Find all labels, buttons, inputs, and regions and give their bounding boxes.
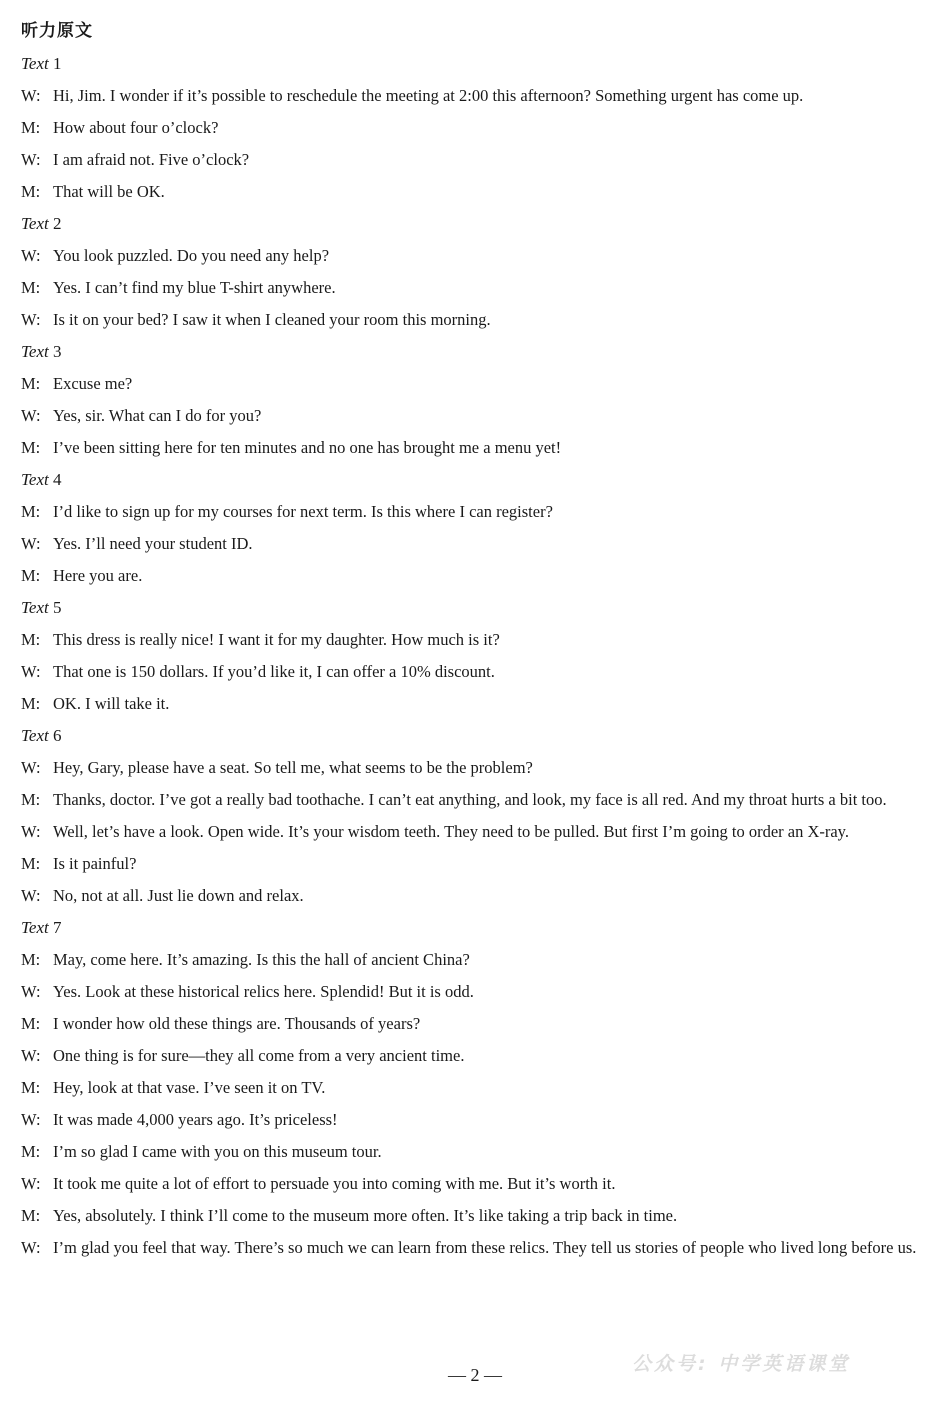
- dialogue-line: [21, 144, 931, 176]
- dialogue-line: [21, 1200, 931, 1232]
- speaker-label: M:: [21, 1206, 41, 1225]
- speaker-label: M:: [21, 630, 41, 649]
- dialogue-text: I’m so glad I came with you on this museum tour.: [53, 1142, 382, 1161]
- section-number: 5: [52, 598, 62, 617]
- dialogue-line: [21, 656, 931, 688]
- dialogue-text: Yes, sir. What can I do for you?: [53, 406, 262, 425]
- section-number: 4: [52, 470, 62, 489]
- dialogue-line: [21, 112, 931, 144]
- dialogue-line: [21, 624, 931, 656]
- speaker-label: M:: [21, 790, 41, 809]
- dialogue-text: Yes. Look at these historical relics here. Splendid! But it is odd.: [53, 982, 474, 1001]
- section-label: Text: [21, 918, 49, 937]
- speaker-label: M:: [21, 854, 41, 873]
- section-number: 6: [52, 726, 62, 745]
- section-label: Text: [21, 54, 49, 73]
- section-title: [21, 336, 931, 368]
- dialogue-text: How about four o’clock?: [53, 118, 219, 137]
- dialogue-line: [21, 176, 931, 208]
- dialogue-text: No, not at all. Just lie down and relax.: [53, 886, 304, 905]
- dialogue-text: Hi, Jim. I wonder if it’s possible to reschedule the meeting at 2:00 this afternoon? Something urgent has come up.: [53, 86, 804, 105]
- dialogue-line: [21, 848, 931, 880]
- section-title: [21, 912, 931, 944]
- dialogue-line: [21, 688, 931, 720]
- speaker-label: W:: [21, 310, 41, 329]
- dialogue-text: Excuse me?: [53, 374, 133, 393]
- dialogue-line: [21, 944, 931, 976]
- section-title: [21, 464, 931, 496]
- dialogue-text: It was made 4,000 years ago. It’s priceless!: [53, 1110, 338, 1129]
- dialogue-text: You look puzzled. Do you need any help?: [53, 246, 330, 265]
- speaker-label: W:: [21, 1174, 41, 1193]
- dialogue-text: Yes, absolutely. I think I’ll come to the museum more often. It’s like taking a trip back in time.: [53, 1206, 678, 1225]
- dialogue-text: OK. I will take it.: [53, 694, 170, 713]
- speaker-label: W:: [21, 150, 41, 169]
- dialogue-line: [21, 368, 931, 400]
- dialogue-text: That one is 150 dollars. If you’d like it, I can offer a 10% discount.: [53, 662, 495, 681]
- speaker-label: W:: [21, 86, 41, 105]
- dialogue-line: [21, 560, 931, 592]
- section-label: Text: [21, 214, 49, 233]
- speaker-label: M:: [21, 1014, 41, 1033]
- section-title: [21, 48, 931, 80]
- dialogue-text: That will be OK.: [53, 182, 165, 201]
- dialogue-line: [21, 1232, 931, 1264]
- speaker-label: W:: [21, 662, 41, 681]
- dialogue-text: Well, let’s have a look. Open wide. It’s your wisdom teeth. They need to be pulled. But first I’m going to order an X-ray.: [53, 822, 849, 841]
- dialogue-line: [21, 784, 931, 816]
- dialogue-line: [21, 1072, 931, 1104]
- dialogue-text: Hey, look at that vase. I’ve seen it on TV.: [53, 1078, 326, 1097]
- dialogue-text: Yes. I can’t find my blue T-shirt anywhere.: [53, 278, 336, 297]
- dialogue-text: Is it on your bed? I saw it when I cleaned your room this morning.: [53, 310, 491, 329]
- section-title: [21, 720, 931, 752]
- dialogue-line: [21, 880, 931, 912]
- speaker-label: M:: [21, 182, 41, 201]
- speaker-label: W:: [21, 406, 41, 425]
- section-number: 1: [52, 54, 62, 73]
- speaker-label: W:: [21, 534, 41, 553]
- dialogue-text: I’m glad you feel that way. There’s so much we can learn from these relics. They tell us stories of people who lived long before us.: [53, 1238, 917, 1257]
- dialogue-line: [21, 1168, 931, 1200]
- speaker-label: W:: [21, 1110, 41, 1129]
- speaker-label: W:: [21, 758, 41, 777]
- dialogue-line: [21, 1008, 931, 1040]
- speaker-label: M:: [21, 1078, 41, 1097]
- dialogue-text: Thanks, doctor. I’ve got a really bad toothache. I can’t eat anything, and look, my face is all red. And my throat hurts a bit too.: [53, 790, 887, 809]
- dialogue-line: [21, 976, 931, 1008]
- dialogue-line: [21, 272, 931, 304]
- speaker-label: M:: [21, 374, 41, 393]
- watermark-text: 公众号: 中学英语课堂: [632, 1353, 851, 1375]
- section-number: 7: [52, 918, 62, 937]
- page-heading: 听力原文: [21, 21, 93, 41]
- dialogue-text: I’d like to sign up for my courses for next term. Is this where I can register?: [53, 502, 553, 521]
- speaker-label: M:: [21, 118, 41, 137]
- section-label: Text: [21, 342, 49, 361]
- dialogue-line: [21, 80, 931, 112]
- speaker-label: W:: [21, 886, 41, 905]
- speaker-label: M:: [21, 502, 41, 521]
- speaker-label: W:: [21, 246, 41, 265]
- dialogue-text: May, come here. It’s amazing. Is this the hall of ancient China?: [53, 950, 470, 969]
- dialogue-text: I am afraid not. Five o’clock?: [53, 150, 250, 169]
- dialogue-line: [21, 1040, 931, 1072]
- dialogue-line: [21, 752, 931, 784]
- dialogue-line: [21, 528, 931, 560]
- section-title: [21, 592, 931, 624]
- dialogue-text: This dress is really nice! I want it for my daughter. How much is it?: [53, 630, 500, 649]
- dialogue-line: [21, 400, 931, 432]
- dialogue-line: [21, 816, 931, 848]
- section-label: Text: [21, 470, 49, 489]
- transcript-body: [21, 48, 931, 1264]
- dialogue-text: Yes. I’ll need your student ID.: [53, 534, 253, 553]
- dialogue-text: I’ve been sitting here for ten minutes and no one has brought me a menu yet!: [53, 438, 562, 457]
- section-label: Text: [21, 598, 49, 617]
- dialogue-line: [21, 304, 931, 336]
- speaker-label: M:: [21, 694, 41, 713]
- dialogue-text: One thing is for sure—they all come from a very ancient time.: [53, 1046, 465, 1065]
- speaker-label: M:: [21, 278, 41, 297]
- dialogue-line: [21, 1136, 931, 1168]
- speaker-label: W:: [21, 822, 41, 841]
- speaker-label: W:: [21, 982, 41, 1001]
- dialogue-text: I wonder how old these things are. Thousands of years?: [53, 1014, 421, 1033]
- speaker-label: W:: [21, 1046, 41, 1065]
- dialogue-line: [21, 432, 931, 464]
- speaker-label: W:: [21, 1238, 41, 1257]
- section-number: 2: [52, 214, 62, 233]
- dialogue-text: Here you are.: [53, 566, 143, 585]
- speaker-label: M:: [21, 950, 41, 969]
- dialogue-line: [21, 1104, 931, 1136]
- dialogue-text: Hey, Gary, please have a seat. So tell me, what seems to be the problem?: [53, 758, 533, 777]
- dialogue-line: [21, 240, 931, 272]
- speaker-label: M:: [21, 438, 41, 457]
- dialogue-text: It took me quite a lot of effort to persuade you into coming with me. But it’s worth it.: [53, 1174, 616, 1193]
- dialogue-text: Is it painful?: [53, 854, 137, 873]
- page-number: — 2 —: [448, 1365, 502, 1385]
- section-label: Text: [21, 726, 49, 745]
- section-number: 3: [52, 342, 62, 361]
- dialogue-line: [21, 496, 931, 528]
- speaker-label: M:: [21, 1142, 41, 1161]
- speaker-label: M:: [21, 566, 41, 585]
- section-title: [21, 208, 931, 240]
